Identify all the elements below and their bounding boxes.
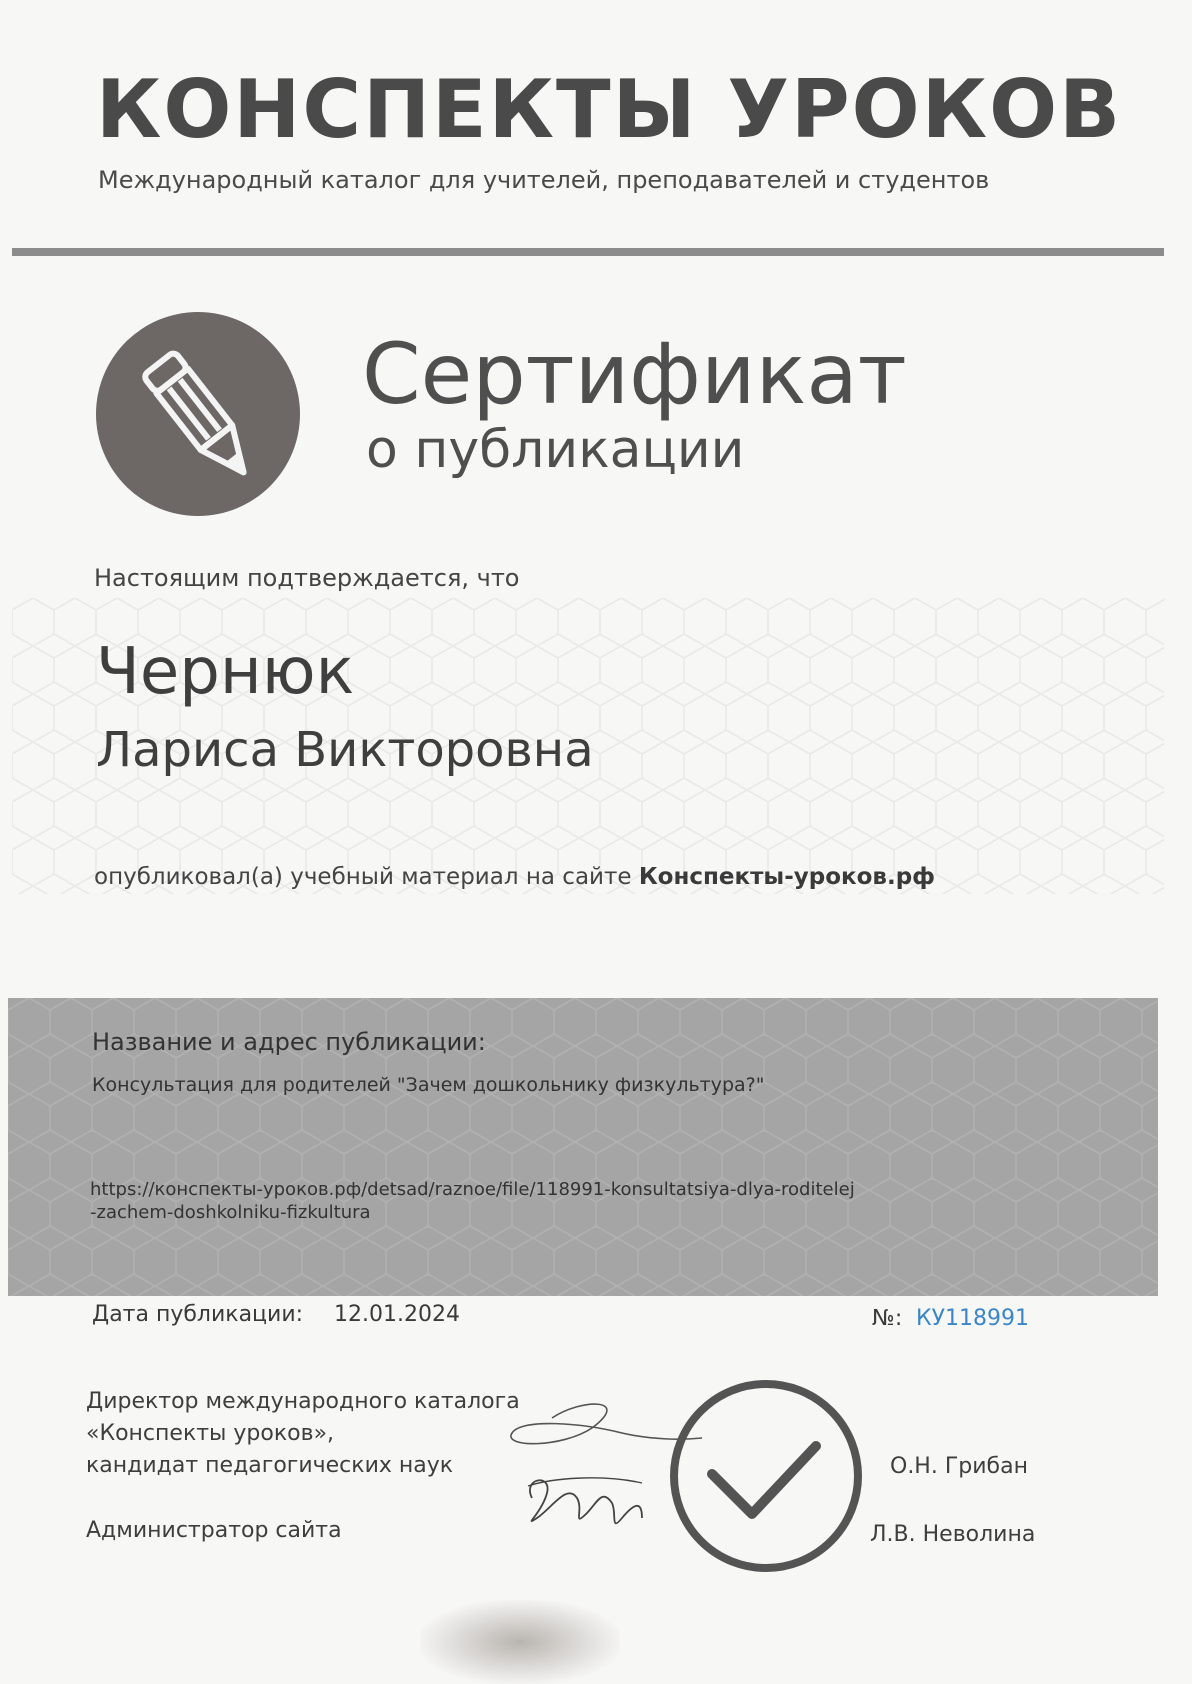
- admin-title: Администратор сайта: [86, 1518, 342, 1543]
- brand-subtitle: Международный каталог для учителей, преподавателей и студентов: [98, 166, 990, 194]
- publication-panel: [8, 998, 1158, 1296]
- publication-date-label: Дата публикации:: [92, 1302, 304, 1327]
- director-title-line-1: Директор международного каталога: [86, 1389, 520, 1414]
- recipient-surname: Чернюк: [96, 635, 355, 709]
- checkmark-icon: [712, 1446, 816, 1514]
- header-divider: [12, 248, 1164, 256]
- pencil-icon: [96, 312, 300, 516]
- logo-badge: [96, 312, 300, 516]
- director-name: О.Н. Грибан: [890, 1454, 1028, 1479]
- publication-url-line-1: https://конспекты-уроков.рф/detsad/raznoe/file/118991-konsultatsiya-dlya-roditelej: [90, 1179, 855, 1200]
- published-statement: [94, 864, 935, 890]
- certificate-subtitle: о публикации: [366, 420, 745, 480]
- publication-url-line-2: -zachem-doshkolniku-fizkultura: [90, 1202, 371, 1223]
- site-name: Конспекты-уроков.рф: [638, 864, 936, 890]
- recipient-given-names: Лариса Викторовна: [96, 722, 594, 778]
- publication-url: [90, 1178, 990, 1224]
- director-title-line-3: кандидат педагогических наук: [86, 1453, 454, 1478]
- director-title-line-2: «Конспекты уроков»,: [86, 1421, 335, 1446]
- director-title: [86, 1386, 520, 1482]
- certificate-number: КУ118991: [916, 1306, 1030, 1331]
- publication-date: 12.01.2024: [334, 1302, 460, 1327]
- admin-name: Л.В. Неволина: [870, 1522, 1036, 1547]
- confirmation-text: Настоящим подтверждается, что: [94, 564, 520, 592]
- certificate-number-label: №:: [872, 1306, 903, 1331]
- certificate-title: Сертификат: [362, 325, 907, 423]
- brand-title: КОНСПЕКТЫ УРОКОВ: [96, 63, 1123, 156]
- publication-name: Консультация для родителей "Зачем дошкольнику физкультура?": [92, 1074, 765, 1096]
- published-text: опубликовал(а) учебный материал на сайте: [94, 864, 632, 890]
- scan-smudge: [420, 1600, 620, 1684]
- handwritten-signature: [492, 1378, 712, 1548]
- publication-heading: Название и адрес публикации:: [92, 1028, 486, 1056]
